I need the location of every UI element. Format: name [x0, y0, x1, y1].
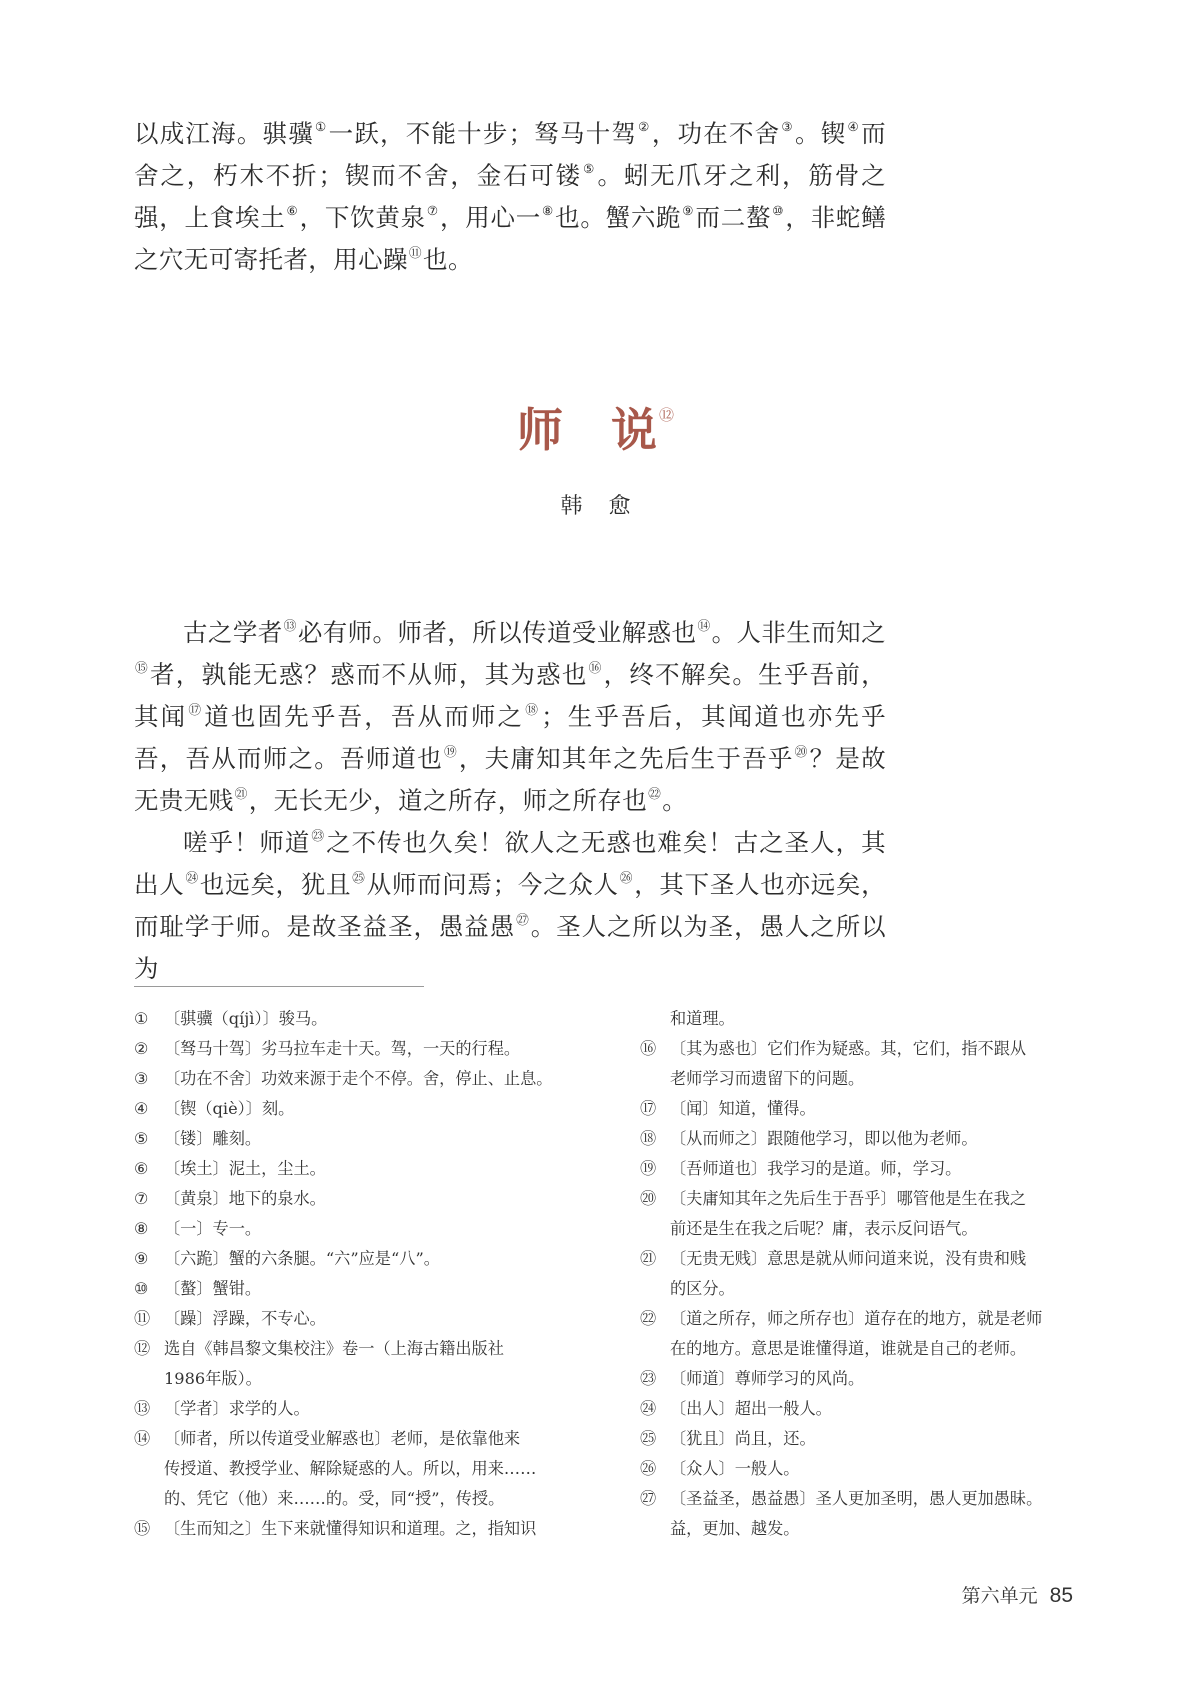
- footnotes-right-column: [640, 1004, 1080, 1544]
- footnote-text: 在的地方。意思是谁懂得道，谁就是自己的老师。: [670, 1339, 1027, 1358]
- footnote-text: 的、凭它（他）来……的。受，同“授”，传授。: [164, 1489, 505, 1508]
- footnote-text: 〔一〕专一。: [164, 1219, 262, 1238]
- title-note-mark: ⑫: [658, 406, 674, 424]
- footnote-mark: ㉒: [648, 787, 662, 803]
- footnote: [134, 1394, 574, 1424]
- footnote-mark: ⑱: [525, 703, 541, 719]
- footnote-number: ⑳: [640, 1189, 657, 1208]
- footnote: [134, 1244, 574, 1274]
- footnote-number: ⑦: [134, 1189, 149, 1208]
- text-run: 而舍之，朽木不折；锲而不舍，金石可镂: [134, 119, 886, 190]
- footnote-number: ⑨: [134, 1249, 149, 1268]
- footnote-number: ⑤: [134, 1129, 149, 1148]
- footnote: [134, 1004, 574, 1034]
- footnotes-left-column: [134, 1004, 574, 1544]
- text-run: ，其下圣人也亦远矣，而耻学于师。是故圣益圣，愚益愚: [134, 870, 887, 941]
- footnote-text: 〔犹且〕尚且，还。: [670, 1429, 816, 1448]
- text-run: ，非蛇鳝之穴无可寄托者，用心躁: [134, 203, 886, 274]
- footnote-text: 的区分。: [670, 1279, 735, 1298]
- footnote: [134, 1214, 574, 1244]
- title-char-2: 说: [610, 403, 657, 457]
- footnote-text: 〔出人〕超出一般人。: [670, 1399, 832, 1418]
- footnote-mark: ②: [638, 120, 651, 136]
- continued-passage: [134, 113, 886, 281]
- footnote: [640, 1364, 1080, 1394]
- footnote: [640, 1274, 1080, 1304]
- footnote: [640, 1064, 1080, 1094]
- footnote: [640, 1244, 1080, 1274]
- footnote-number: ⑪: [134, 1309, 151, 1328]
- text-run: 。蚓无爪牙之利，筋骨之强，上食埃土: [134, 161, 886, 232]
- footnote: [640, 1004, 1080, 1034]
- text-run: ，用心一: [439, 203, 541, 232]
- paragraph: [134, 822, 886, 990]
- footnote-mark: ⑲: [443, 745, 458, 761]
- footnote-number: ㉑: [640, 1249, 657, 1268]
- footnote: [134, 1064, 574, 1094]
- footnote-text: 〔六跪〕蟹的六条腿。“六”应是“八”。: [164, 1249, 440, 1268]
- footnote-text: 〔师道〕尊师学习的风尚。: [670, 1369, 865, 1388]
- footnote: [134, 1304, 574, 1334]
- footnote-text: 〔吾师道也〕我学习的是道。师，学习。: [670, 1159, 962, 1178]
- footnote-text: 〔躁〕浮躁，不专心。: [164, 1309, 326, 1328]
- footnote-text: 〔从而师之〕跟随他学习，即以他为老师。: [670, 1129, 978, 1148]
- title-char-1: 师: [516, 403, 563, 457]
- text-run: 也。蟹六跪: [555, 203, 682, 232]
- footnote-mark: ①: [314, 120, 328, 136]
- footnote-mark: ⑩: [772, 204, 785, 220]
- footnote-number: ㉓: [640, 1369, 657, 1388]
- footnote-number: ⑰: [640, 1099, 657, 1118]
- paragraph: [134, 612, 886, 822]
- footnote-number: ⑲: [640, 1159, 657, 1178]
- footnote: [640, 1394, 1080, 1424]
- footnote-text: 〔夫庸知其年之先后生于吾乎〕哪管他是生在我之: [670, 1189, 1027, 1208]
- footnote-number: ①: [134, 1009, 149, 1028]
- footnote: [134, 1124, 574, 1154]
- footnote: [640, 1184, 1080, 1214]
- text-run: 一跃，不能十步；驽马十驾: [328, 119, 638, 148]
- footnote: [640, 1034, 1080, 1064]
- footnote: [640, 1454, 1080, 1484]
- footnote-number: ③: [134, 1069, 149, 1088]
- footnote-mark: ㉗: [516, 913, 530, 929]
- footnote: [640, 1484, 1080, 1514]
- footnote: [134, 1514, 574, 1544]
- essay-author: [0, 492, 1191, 522]
- text-run: 者，孰能无惑？惑而不从师，其为惑也: [149, 660, 588, 689]
- footnote-mark: ⑳: [794, 745, 809, 761]
- footnote-text: 〔道之所存，师之所存也〕道存在的地方，就是老师: [670, 1309, 1043, 1328]
- footnote-number: ⑱: [640, 1129, 657, 1148]
- footnote-mark: ⑪: [408, 246, 423, 262]
- text-run: ，终不解矣。生乎吾前，其闻: [134, 660, 886, 731]
- text-run: 必有师。师者，所以传道受业解惑也: [297, 618, 697, 647]
- footnote-number: ⑩: [134, 1279, 149, 1298]
- footnote-text: 〔圣益圣，愚益愚〕圣人更加圣明，愚人更加愚昧。: [670, 1489, 1043, 1508]
- text-run: ，下饮黄泉: [299, 203, 426, 232]
- page-footer: [962, 1583, 1073, 1609]
- footnote: [640, 1094, 1080, 1124]
- text-run: 。圣人之所以为圣，愚人之所以为: [134, 912, 887, 983]
- text-run: 古之学者: [183, 618, 283, 647]
- text-run: ；生乎吾后，其闻道也亦先乎吾，吾从而师之。吾师道也: [134, 702, 886, 773]
- footnote-mark: ⑤: [583, 162, 597, 178]
- text-run: 。锲: [795, 119, 847, 148]
- footnote-divider: [134, 986, 424, 987]
- footnote-text: 〔驽马十驾〕劣马拉车走十天。驾，一天的行程。: [164, 1039, 521, 1058]
- footnote-number: ⑭: [134, 1429, 151, 1448]
- footnote-number: ②: [134, 1039, 149, 1058]
- footnote-text: 选自《韩昌黎文集校注》卷一（上海古籍出版社: [164, 1339, 504, 1358]
- footnote: [640, 1304, 1080, 1334]
- text-run: 。人非生而知之: [711, 618, 886, 647]
- footnote-text: 〔众人〕一般人。: [670, 1459, 800, 1478]
- footnote-number: ㉒: [640, 1309, 657, 1328]
- footnote-text: 1986年版）。: [164, 1369, 262, 1388]
- footnote-number: ④: [134, 1099, 149, 1118]
- footnote-mark: ㉔: [185, 871, 199, 887]
- text-run: 从师而问焉；今之众人: [366, 870, 619, 899]
- text-run: 也远矣，犹且: [199, 870, 352, 899]
- footnote-number: ㉕: [640, 1429, 657, 1448]
- footnote-mark: ⑯: [588, 661, 603, 677]
- text-run: 道也固先乎吾，吾从而师之: [204, 702, 525, 731]
- footnote: [640, 1124, 1080, 1154]
- footnote-text: 传授道、教授学业、解除疑惑的人。所以，用来……: [164, 1459, 537, 1478]
- footnote: [134, 1364, 574, 1394]
- footnote-mark: ㉑: [234, 787, 248, 803]
- footnote-text: 前还是生在我之后呢？庸，表示反问语气。: [670, 1219, 978, 1238]
- footnote-mark: ㉕: [352, 871, 366, 887]
- footnote-text: 和道理。: [670, 1009, 735, 1028]
- footnote-text: 〔闻〕知道，懂得。: [670, 1099, 816, 1118]
- text-run: ，夫庸知其年之先后生于吾乎: [458, 744, 794, 773]
- footnote-mark: ⑰: [188, 703, 204, 719]
- footnote-mark: ⑮: [135, 661, 149, 677]
- text-run: ，无长无少，道之所存，师之所存也: [248, 786, 648, 815]
- footnote-text: 〔骐骥（qíjì）〕骏马。: [164, 1009, 328, 1028]
- page-number: 85: [1049, 1584, 1073, 1607]
- footnote-mark: ⑦: [426, 204, 439, 220]
- footnote-text: 〔螯〕蟹钳。: [164, 1279, 262, 1298]
- footnote-mark: ④: [847, 120, 861, 136]
- footnote-number: ⑯: [640, 1039, 657, 1058]
- footnote: [640, 1514, 1080, 1544]
- footnote: [640, 1424, 1080, 1454]
- footnote-number: ⑥: [134, 1159, 149, 1178]
- footnote: [134, 1034, 574, 1064]
- footnote-mark: ⑥: [286, 204, 299, 220]
- footnote-number: ⑧: [134, 1219, 149, 1238]
- footnote-number: ⑬: [134, 1399, 151, 1418]
- text-run: ？是故无贵无贱: [134, 744, 886, 815]
- footnote-number: ⑫: [134, 1339, 151, 1358]
- footnote: [640, 1154, 1080, 1184]
- footnote-mark: ⑧: [541, 204, 555, 220]
- footnote: [134, 1484, 574, 1514]
- unit-label: 第六单元: [961, 1585, 1038, 1607]
- text-run: 嗟乎！师道: [183, 828, 311, 857]
- text-run: 也。: [423, 245, 473, 274]
- footnote-text: 老师学习而遗留下的问题。: [670, 1069, 865, 1088]
- footnote-text: 益，更加、越发。: [670, 1519, 800, 1538]
- text-run: 以成江海。骐骥: [134, 119, 314, 148]
- footnote: [134, 1094, 574, 1124]
- footnote: [134, 1454, 574, 1484]
- footnote: [640, 1214, 1080, 1244]
- footnote-number: ㉗: [640, 1489, 657, 1508]
- footnote: [640, 1334, 1080, 1364]
- footnote-text: 〔功在不舍〕功效来源于走个不停。舍，停止、止息。: [164, 1069, 553, 1088]
- footnote-text: 〔师者，所以传道受业解惑也〕老师，是依靠他来: [164, 1429, 521, 1448]
- footnote-text: 〔无贵无贱〕意思是就从师问道来说，没有贵和贱: [670, 1249, 1027, 1268]
- footnote-text: 〔生而知之〕生下来就懂得知识和道理。之，指知识: [164, 1519, 537, 1538]
- footnote: [134, 1274, 574, 1304]
- footnote-mark: ㉖: [619, 871, 634, 887]
- footnote-number: ㉖: [640, 1459, 657, 1478]
- footnote-text: 〔镂〕雕刻。: [164, 1129, 262, 1148]
- essay-title: [0, 400, 1191, 460]
- text-run: 之不传也久矣！欲人之无惑也难矣！古之圣人，其出人: [134, 828, 886, 899]
- author-char-1: 韩: [560, 494, 583, 519]
- footnote-text: 〔学者〕求学的人。: [164, 1399, 310, 1418]
- footnote-text: 〔埃土〕泥土，尘土。: [164, 1159, 326, 1178]
- footnote-text: 〔锲（qiè）〕刻。: [164, 1099, 295, 1118]
- footnote: [134, 1184, 574, 1214]
- essay-body: [134, 612, 886, 990]
- footnote-mark: ⑨: [682, 204, 695, 220]
- text-run: 。: [662, 786, 688, 815]
- author-char-2: 愈: [608, 494, 631, 519]
- footnote: [134, 1424, 574, 1454]
- footnote-number: ㉔: [640, 1399, 657, 1418]
- text-run: ，功在不舍: [651, 119, 781, 148]
- footnote-mark: ㉓: [311, 829, 326, 845]
- text-run: 而二螯: [695, 203, 772, 232]
- footnote: [134, 1154, 574, 1184]
- footnote: [134, 1334, 574, 1364]
- footnote-mark: ⑬: [283, 619, 297, 635]
- paragraph: [134, 113, 886, 281]
- footnote-mark: ⑭: [697, 619, 711, 635]
- footnote-text: 〔其为惑也〕它们作为疑惑。其，它们，指不跟从: [670, 1039, 1027, 1058]
- footnote-number: ⑮: [134, 1519, 151, 1538]
- footnote-mark: ③: [781, 120, 795, 136]
- footnote-text: 〔黄泉〕地下的泉水。: [164, 1189, 326, 1208]
